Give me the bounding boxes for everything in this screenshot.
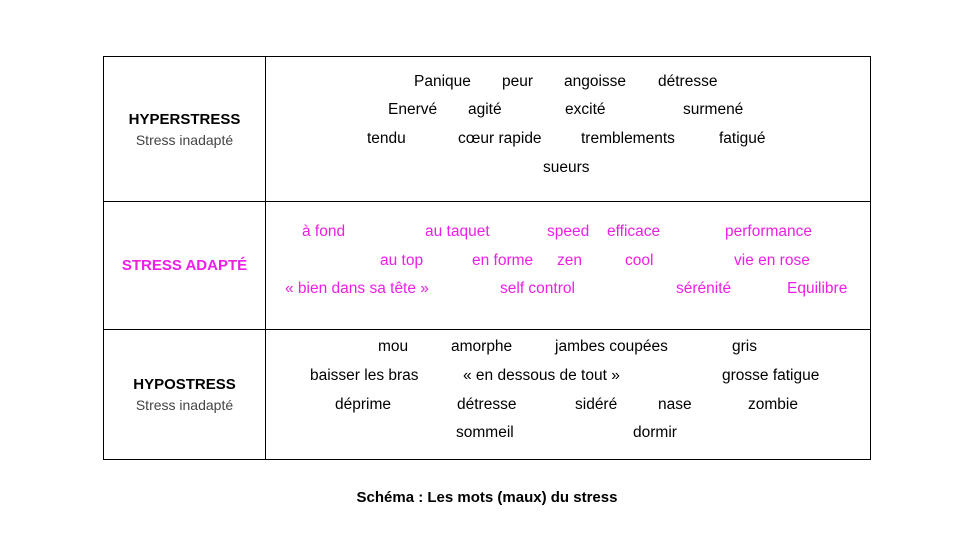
row-words-stress-adapte: [266, 201, 870, 329]
word: cœur rapide: [458, 130, 542, 147]
table-row-hyperstress: [104, 57, 870, 202]
word: gris: [732, 338, 757, 355]
row-label-hyperstress: [104, 57, 266, 201]
word: grosse fatigue: [722, 367, 820, 384]
word: angoisse: [564, 73, 627, 90]
word: jambes coupées: [555, 338, 668, 355]
word: sidéré: [575, 396, 618, 413]
row-title: STRESS ADAPTÉ: [121, 256, 248, 274]
row-words-hyperstress: [266, 57, 870, 201]
word: cool: [625, 252, 654, 269]
word: Enervé: [388, 101, 438, 118]
figure-caption: Schéma : Les mots (maux) du stress: [356, 489, 618, 506]
word: détresse: [457, 396, 517, 413]
word: sérénité: [676, 280, 732, 297]
word: sommeil: [456, 424, 514, 441]
word: en forme: [472, 252, 534, 269]
word: Equilibre: [787, 280, 848, 297]
word: zen: [557, 252, 582, 269]
word: excité: [565, 101, 606, 118]
word: déprime: [335, 396, 391, 413]
word: amorphe: [451, 338, 513, 355]
word: peur: [502, 73, 534, 90]
word: à fond: [302, 223, 346, 240]
word: détresse: [658, 73, 718, 90]
word: mou: [378, 338, 409, 355]
row-subtitle: Stress inadapté: [135, 396, 234, 413]
stress-words-table: [103, 56, 871, 460]
word: « en dessous de tout »: [463, 367, 620, 384]
word: baisser les bras: [310, 367, 419, 384]
word: zombie: [748, 396, 798, 413]
word: agité: [468, 101, 502, 118]
row-title: HYPERSTRESS: [128, 110, 241, 128]
row-words-hypostress: [266, 329, 870, 459]
word: au taquet: [425, 223, 490, 240]
word: tremblements: [581, 130, 675, 147]
word: « bien dans sa tête »: [285, 280, 429, 297]
word: dormir: [633, 424, 677, 441]
word: surmené: [683, 101, 744, 118]
word: efficace: [607, 223, 661, 240]
row-label-hypostress: [104, 329, 266, 459]
table-row-stress-adapte: [104, 201, 870, 330]
table-row-hypostress: [104, 329, 870, 459]
word: self control: [500, 280, 575, 297]
word: nase: [658, 396, 692, 413]
row-title: HYPOSTRESS: [133, 375, 236, 393]
word: fatigué: [719, 130, 766, 147]
word: performance: [725, 223, 813, 240]
word: vie en rose: [734, 252, 810, 269]
word: sueurs: [543, 159, 590, 176]
row-label-stress-adapte: [104, 201, 266, 329]
row-subtitle: Stress inadapté: [135, 131, 234, 148]
word: au top: [380, 252, 424, 269]
word: speed: [547, 223, 590, 240]
word: tendu: [367, 130, 406, 147]
word: Panique: [414, 73, 471, 90]
